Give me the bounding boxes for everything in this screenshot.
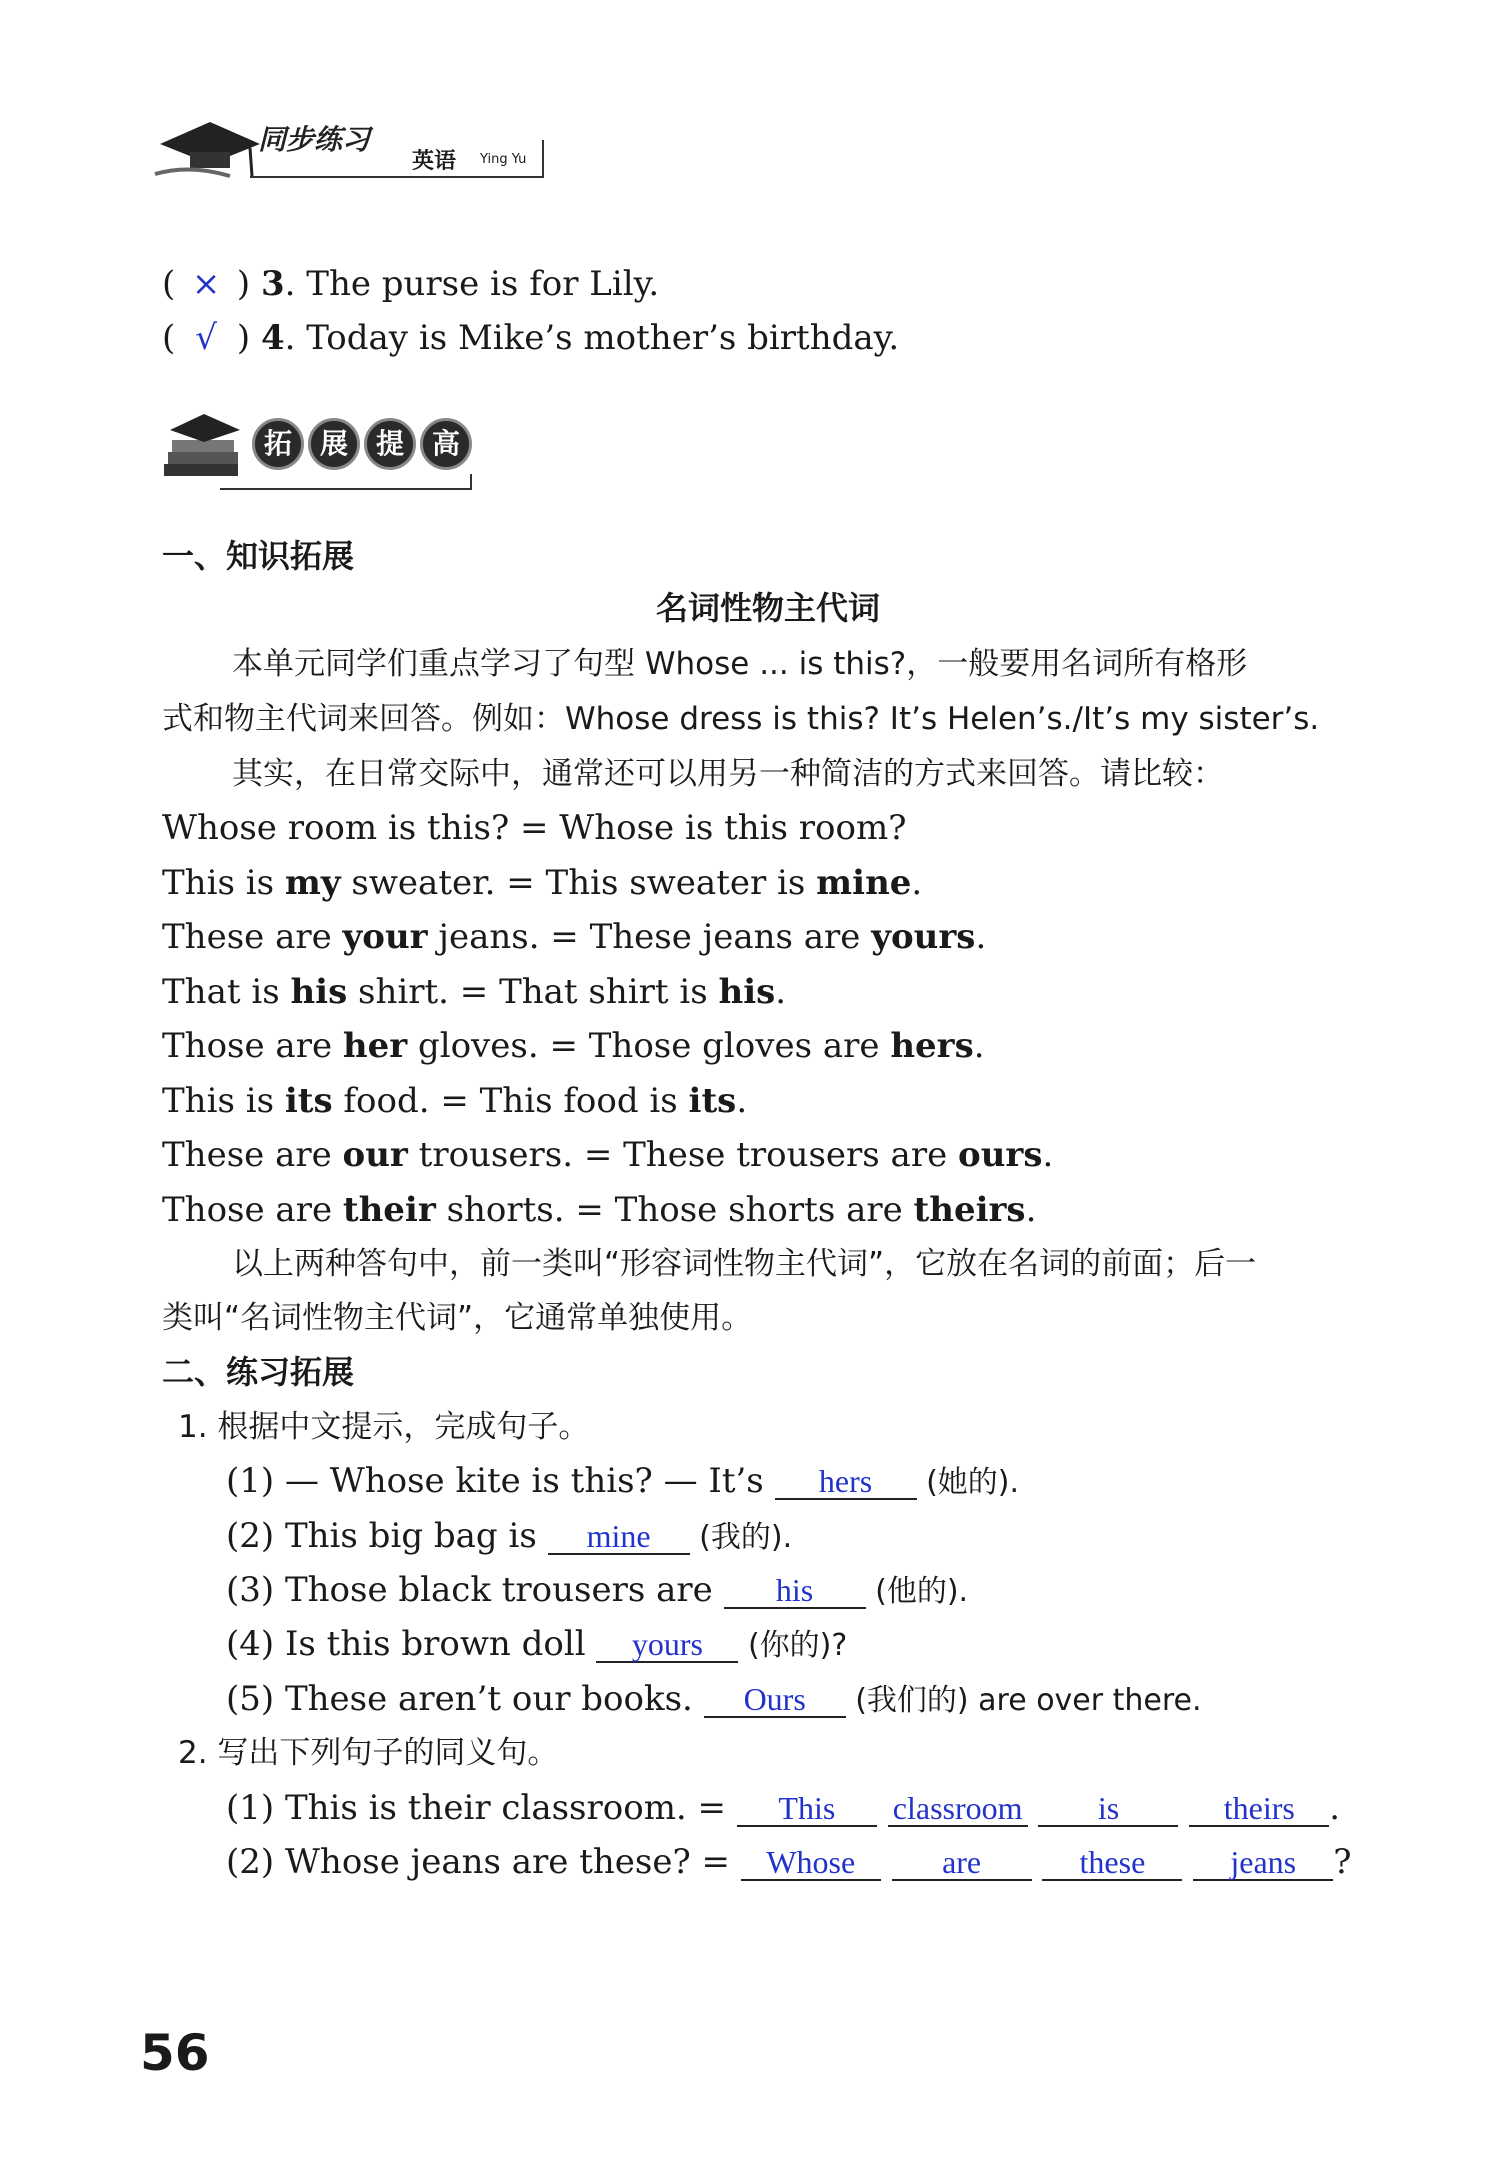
example-line: These are our trousers. = These trousers are ours. <box>162 1135 1054 1175</box>
answer-blank[interactable]: This <box>737 1791 877 1827</box>
fill-item: (1) — Whose kite is this? — It’s hers (她的). <box>226 1461 1020 1501</box>
subject-pinyin: Ying Yu <box>480 152 527 167</box>
item-number: 3 <box>260 264 285 304</box>
rewrite-item: (2) Whose jeans are these? = Whose are these jeans ? <box>226 1842 1352 1882</box>
judge-text: The purse is for Lily. <box>306 264 660 304</box>
judge-item: ( × ) 3. The purse is for Lily. <box>162 264 660 304</box>
badge-char: 展 <box>308 418 360 470</box>
answer-blank[interactable]: hers <box>775 1464 917 1500</box>
badge-underline <box>220 474 472 490</box>
judge-text: Today is Mike’s mother’s birthday. <box>306 318 900 358</box>
section-heading: 一、知识拓展 <box>162 537 355 575</box>
badge-char: 提 <box>364 418 416 470</box>
badge-char: 高 <box>420 418 472 470</box>
section-heading: 二、练习拓展 <box>162 1353 355 1391</box>
fill-item: (3) Those black trousers are his (他的). <box>226 1570 969 1610</box>
paragraph: 本单元同学们重点学习了句型 Whose ... is this?，一般要用名词所有格形 <box>232 646 1248 682</box>
item-number: 4 <box>260 318 285 358</box>
answer-blank[interactable]: these <box>1042 1845 1182 1881</box>
paragraph: 式和物主代词来回答。例如：Whose dress is this? It’s Helen’s./It’s my sister’s. <box>162 701 1320 737</box>
page-header <box>150 100 550 190</box>
answer-blank[interactable]: yours <box>596 1627 738 1663</box>
judge-mark: × <box>191 264 221 304</box>
badge-char: 拓 <box>252 418 304 470</box>
fill-item: (4) Is this brown doll yours (你的)? <box>226 1624 848 1664</box>
answer-blank[interactable]: Whose <box>741 1845 881 1881</box>
judge-item: ( √ ) 4. Today is Mike’s mother’s birthday. <box>162 318 900 358</box>
rewrite-item: (1) This is their classroom. = This classroom is theirs . <box>226 1788 1341 1828</box>
example-line: These are your jeans. = These jeans are yours. <box>162 917 987 957</box>
answer-blank[interactable]: mine <box>548 1519 690 1555</box>
section-badge <box>160 408 480 498</box>
fill-item: (2) This big bag is mine (我的). <box>226 1516 793 1556</box>
example-line: This is its food. = This food is its. <box>162 1081 748 1121</box>
answer-blank[interactable]: his <box>724 1573 866 1609</box>
answer-blank[interactable]: are <box>892 1845 1032 1881</box>
subject-label: 英语 <box>412 149 457 174</box>
example-line: Those are their shorts. = Those shorts are theirs. <box>162 1190 1037 1230</box>
example-line: That is his shirt. = That shirt is his. <box>162 972 787 1012</box>
answer-blank[interactable]: jeans <box>1193 1845 1333 1881</box>
fill-item: (5) These aren’t our books. Ours (我们的) are over there. <box>226 1679 1202 1719</box>
paragraph: 其实，在日常交际中，通常还可以用另一种简洁的方式来回答。请比较： <box>232 756 1224 792</box>
example-line: Whose room is this? = Whose is this room? <box>162 808 907 848</box>
paragraph: 类叫“名词性物主代词”，它通常单独使用。 <box>162 1300 753 1336</box>
answer-blank[interactable]: is <box>1038 1791 1178 1827</box>
example-line: Those are her gloves. = Those gloves are hers. <box>162 1026 985 1066</box>
answer-blank[interactable]: theirs <box>1189 1791 1329 1827</box>
question-title: 2. 写出下列句子的同义句。 <box>178 1735 559 1771</box>
paragraph: 以上两种答句中，前一类叫“形容词性物主代词”，它放在名词的前面；后一 <box>232 1246 1257 1282</box>
answer-blank[interactable]: Ours <box>704 1682 846 1718</box>
example-line: This is my sweater. = This sweater is mine. <box>162 863 923 903</box>
section-title: 名词性物主代词 <box>655 589 880 627</box>
answer-blank[interactable]: classroom <box>888 1791 1028 1827</box>
series-title: 同步练习 <box>258 123 371 156</box>
question-title: 1. 根据中文提示，完成句子。 <box>178 1409 590 1445</box>
judge-mark: √ <box>195 318 217 358</box>
page-number: 56 <box>140 2024 210 2082</box>
